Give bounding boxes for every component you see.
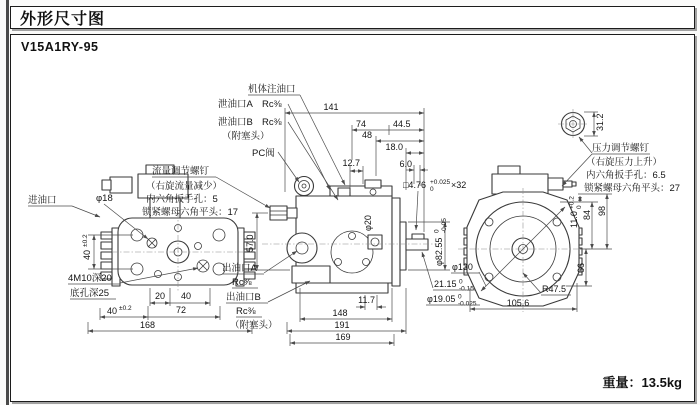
- model-number: V15A1RY-95: [21, 40, 99, 54]
- dim-keyh-main: 21.15: [434, 279, 457, 289]
- outlet-a-label: 出油口A: [222, 263, 257, 274]
- dim-168: 168: [140, 320, 156, 330]
- dim-12-7: 12.7: [342, 158, 360, 168]
- dim-57-0: 57.0: [245, 234, 255, 252]
- drain-port-b-thread: Rc⅜: [262, 117, 282, 128]
- outlet-b-thread: Rc⅜: [236, 306, 256, 317]
- dim-20: 20: [155, 291, 166, 301]
- dim-74: 74: [356, 119, 367, 129]
- drain-port-a-thread: Rc⅜: [262, 99, 282, 110]
- dim-shaft-main: φ19.05: [427, 294, 456, 304]
- dim-spigot-sub: -0.05: [441, 218, 448, 233]
- dim-72: 72: [176, 305, 187, 315]
- pressure-screw-note2: 内六角扳手孔：6.5: [586, 170, 666, 181]
- dim-key-sup: +0.025: [430, 179, 451, 186]
- dim-key-suffix: ×32: [451, 180, 467, 190]
- dim-11-0-main: 11.0: [569, 211, 579, 228]
- flow-screw-title: 流量调节螺钉: [152, 166, 210, 177]
- dim-169: 169: [335, 332, 351, 342]
- dim-31-2: 31.2: [595, 113, 605, 131]
- front-view: [458, 109, 590, 312]
- dim-40-vertical-tol: ±0.2: [82, 234, 89, 247]
- side-view-bottom-dimensions: [287, 288, 406, 346]
- dim-11-0-sub: 0: [576, 205, 583, 209]
- outlet-b-note: （附塞头）: [230, 320, 278, 331]
- dim-shaft-sup: 0: [458, 293, 462, 301]
- dim-98: 98: [597, 205, 607, 216]
- drain-port-b-label: 泄油口B: [218, 117, 253, 128]
- dim-40-tol: 40: [107, 306, 118, 316]
- dim-shaft-sub: -0.025: [458, 300, 477, 308]
- dim-40-tol-sup: ±0.2: [119, 305, 132, 312]
- pressure-screw-note1: （右旋压力上升）: [586, 157, 663, 168]
- pc-valve-label: PC阀: [252, 148, 275, 159]
- inlet-port-label: 进油口: [28, 195, 57, 206]
- dim-key-sub: 0: [430, 186, 434, 193]
- dim-port-20: φ20: [363, 215, 373, 231]
- dim-40-vertical: 40: [82, 249, 92, 260]
- mount-holes-label: 4M10深20: [68, 273, 112, 284]
- dim-105-6: 105.6: [506, 298, 530, 308]
- flow-screw-note3: 锁紧螺母六角平头：17: [142, 207, 239, 218]
- dim-191: 191: [334, 320, 350, 330]
- flow-screw-note2: 内六角扳手孔：5: [146, 194, 218, 205]
- inlet-dia-label: φ18: [96, 193, 113, 204]
- dim-keyh-sub: -0.15: [459, 285, 474, 293]
- weight-label: 重量：: [602, 375, 642, 390]
- drain-port-a-label: 泄油口A: [218, 99, 253, 110]
- dim-6-0: 6.0: [399, 159, 412, 169]
- dim-66: 66: [576, 262, 586, 273]
- body-fill-port-label: 机体注油口: [248, 84, 296, 95]
- mount-holes-note: 底孔深25: [70, 288, 110, 299]
- dim-130: φ130: [452, 262, 473, 272]
- outlet-a-thread: Rc⅜: [232, 277, 252, 288]
- drain-port-b-note: （附塞头）: [222, 131, 270, 142]
- side-view: [262, 177, 436, 294]
- page-title: 外形尺寸图: [20, 11, 106, 28]
- dim-11-0-sup: +0.2: [568, 196, 576, 209]
- dim-48: 48: [361, 130, 372, 140]
- dim-18-0: 18.0: [385, 142, 403, 152]
- outlet-b-label: 出油口B: [226, 292, 261, 303]
- dim-148: 148: [332, 308, 348, 318]
- dim-spigot-sup: 0: [433, 229, 441, 233]
- dim-r47-5: R47.5: [542, 284, 567, 294]
- dim-141: 141: [323, 102, 339, 112]
- dim-40: 40: [181, 291, 192, 301]
- dim-key-main: □4.76: [403, 180, 426, 190]
- dim-44-5: 44.5: [393, 119, 411, 129]
- pressure-screw-note3: 锁紧螺母六角平头：27: [584, 183, 681, 194]
- dim-keyh-sup: 0: [459, 278, 463, 286]
- dim-spigot-main: φ82.55: [434, 237, 444, 266]
- pressure-screw-title: 压力调节螺钉: [592, 143, 650, 154]
- weight-value: 13.5kg: [641, 375, 682, 390]
- pressure-screw-callouts: [562, 137, 680, 194]
- dim-84: 84: [582, 209, 592, 220]
- dim-11-7: 11.7: [358, 295, 375, 305]
- flow-screw-note1: （右旋流量减少）: [146, 181, 223, 192]
